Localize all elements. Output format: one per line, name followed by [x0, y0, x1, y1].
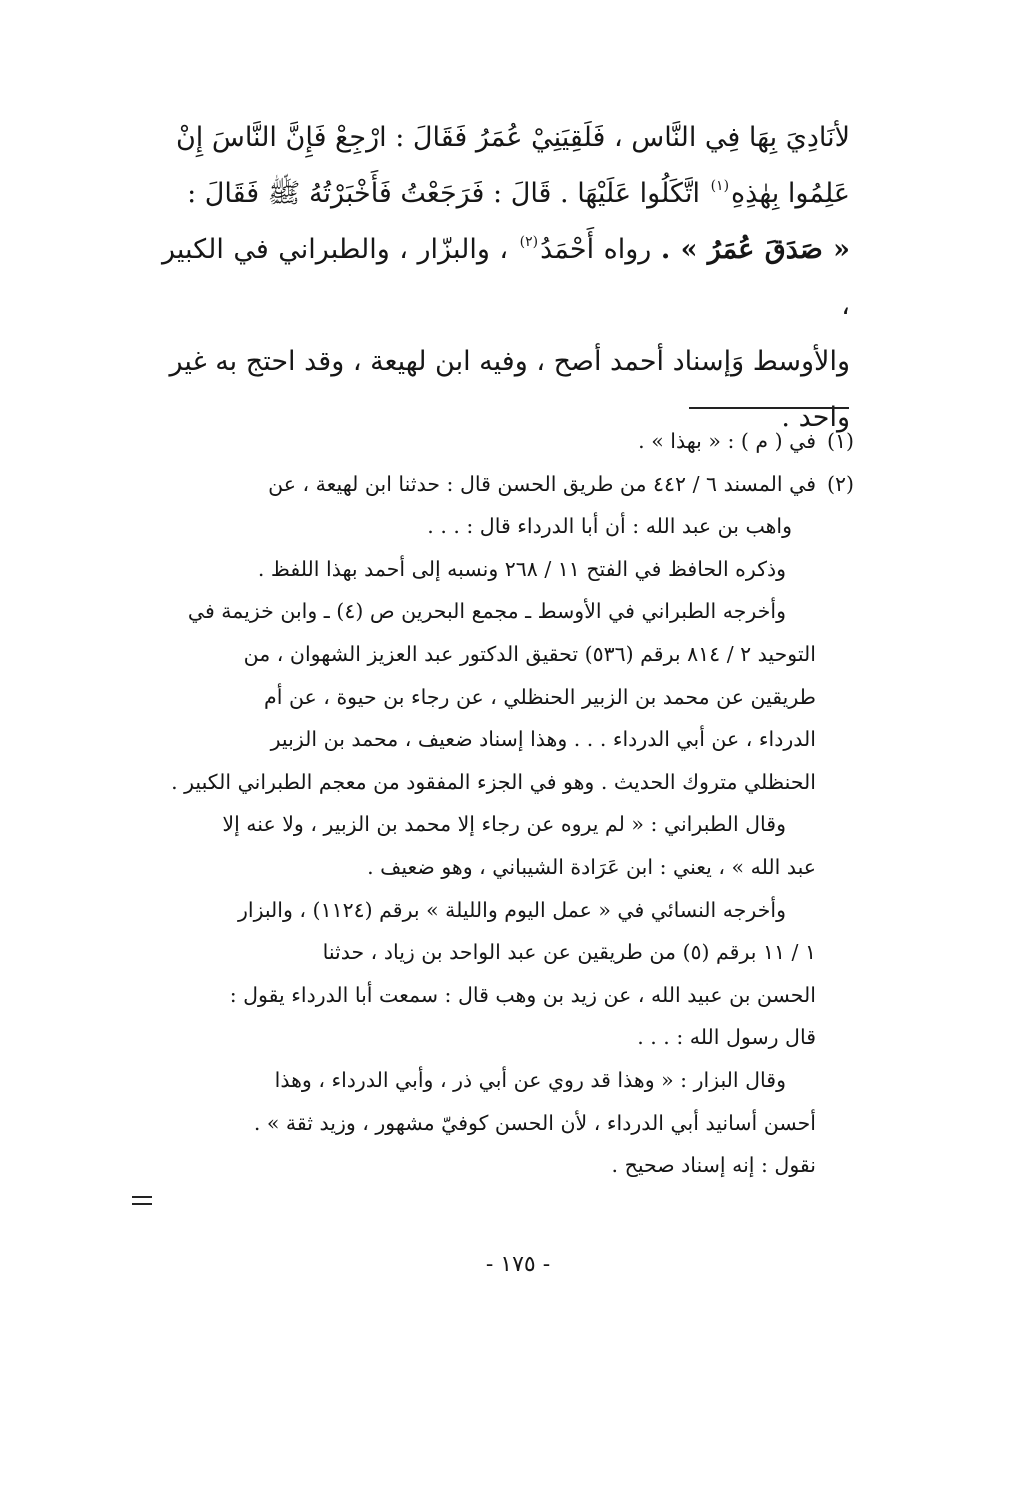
- marker-bar: [132, 1203, 152, 1205]
- footnote-line: في المسند ٦ / ٤٤٢ من طريق الحسن قال : حدثنا ابن لهيعة ، عن: [268, 471, 816, 496]
- main-text-block: [162, 110, 850, 446]
- footnote-line: وأخرجه الطبراني في الأوسط ـ مجمع البحرين ص (٤) ـ وابن خزيمة في: [187, 599, 786, 624]
- main-line: [162, 166, 850, 222]
- continuation-marker: [132, 1196, 152, 1210]
- main-line-text: رواه أَحْمَدُ: [540, 234, 652, 265]
- footnote-line: نقول : إنه إسناد صحيح .: [611, 1153, 816, 1178]
- footnote-line: وقال الطبراني : « لم يروه عن رجاء إلا محمد بن الزبير ، ولا عنه إلا: [222, 812, 786, 837]
- footnote-2: [170, 463, 854, 1187]
- main-line: [162, 222, 850, 334]
- footnote-line: الحنظلي متروك الحديث . وهو في الجزء المفقود من معجم الطبراني الكبير .: [171, 769, 816, 794]
- main-line-text: لأنَادِيَ بِهَا فِي النَّاس ، فَلَقِيَنِيْ عُمَرُ فَقَالَ : ارْجِعْ فَإِنَّ النَّاسَ إِنْ: [175, 122, 850, 153]
- footnote-ref-2[interactable]: (٢): [519, 234, 539, 250]
- footnote-line: وقال البزار : « وهذا قد روي عن أبي ذر ، وأبي الدرداء ، وهذا: [274, 1067, 786, 1092]
- footnote-line: وذكره الحافظ في الفتح ١١ / ٢٦٨ ونسبه إلى أحمد بهذا اللفظ .: [257, 556, 786, 581]
- marker-bar: [132, 1196, 152, 1198]
- footnote-number: (٢): [826, 471, 854, 496]
- footnote-line: الحسن بن عبيد الله ، عن زيد بن وهب قال : سمعت أبا الدرداء يقول :: [229, 982, 816, 1007]
- main-line-text: عَلِمُوا بِهٰذِهِ: [731, 178, 850, 209]
- footnote-line: قال رسول الله : . . .: [637, 1025, 816, 1050]
- main-line: [162, 334, 850, 390]
- footnote-1: [170, 420, 854, 463]
- main-line-text: ، والبزّار ، والطبراني في الكبير ،: [162, 234, 850, 321]
- footnote-number: (١): [826, 429, 854, 453]
- footnotes-block: [170, 420, 854, 1187]
- footnote-line: الدرداء ، عن أبي الدرداء . . . وهذا إسناد ضعيف ، محمد بن الزبير: [270, 727, 816, 752]
- main-line-text: والأوسط وَإسناد أحمد أصح ، وفيه ابن لهيعة ، وقد احتج به غير: [169, 346, 850, 377]
- footnote-line: التوحيد ٢ / ٨١٤ برقم (٥٣٦) تحقيق الدكتور عبد العزيز الشهوان ، من: [243, 641, 816, 666]
- footnote-ref-1[interactable]: (١): [710, 178, 730, 194]
- footnote-line: أحسن أسانيد أبي الدرداء ، لأن الحسن كوفيّ مشهور ، وزيد ثقة » .: [253, 1110, 816, 1135]
- main-line-text: اتَّكَلُوا عَلَيْهَا . قَالَ : فَرَجَعْتُ فَأَخْبَرْتُهُ ﷺ فَقَالَ :: [187, 178, 700, 209]
- main-line: [162, 110, 850, 166]
- footnote-line: وأخرجه النسائي في « عمل اليوم والليلة » برقم (١١٢٤) ، والبزار: [237, 897, 786, 922]
- footnote-line: ١ / ١١ برقم (٥) من طريقين عن عبد الواحد بن زياد ، حدثنا: [322, 940, 816, 965]
- main-line-text: واحد .: [781, 402, 850, 433]
- hadith-quote: « صَدَقَ عُمَرُ » .: [660, 234, 850, 265]
- footnote-separator: [689, 407, 849, 409]
- footnote-text: في ( م ) : « بهذا » .: [638, 429, 816, 453]
- page-number: - ١٧٥ -: [485, 1252, 551, 1277]
- footnote-line: واهب بن عبد الله : أن أبا الدرداء قال : . . .: [427, 514, 792, 539]
- footnote-line: عبد الله » ، يعني : ابن عَرَادة الشيباني ، وهو ضعيف .: [367, 854, 816, 879]
- footnote-line: طريقين عن محمد بن الزبير الحنظلي ، عن رجاء بن حيوة ، عن أم: [264, 684, 816, 709]
